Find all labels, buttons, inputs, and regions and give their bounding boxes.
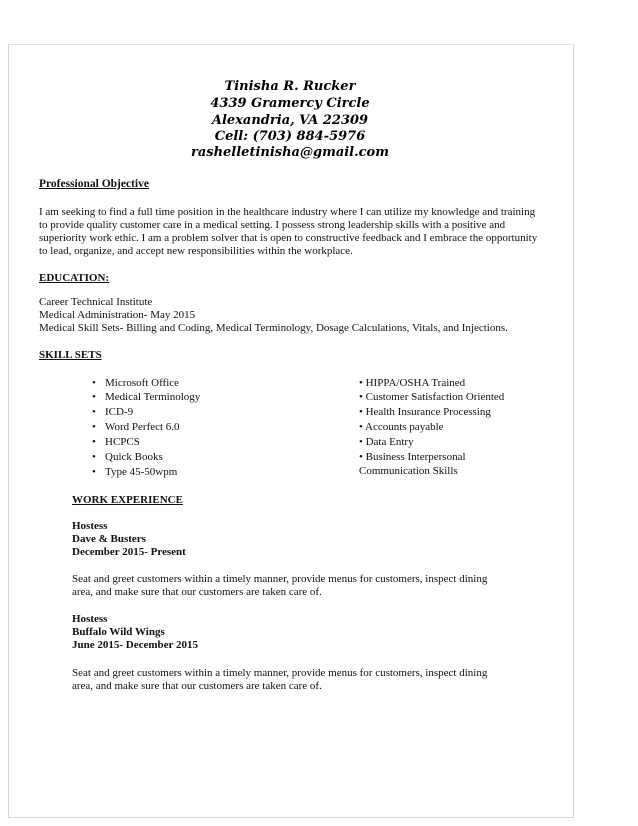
education-program: Medical Administration- May 2015 [39,309,196,321]
bullet-icon: • [92,451,96,463]
objective-line-4: to lead, organize, and accept new responsibilities within the workplace. [39,245,353,257]
skill-item: • Quick Books [92,451,163,463]
bullet-icon: • [92,436,96,448]
skill-item: • Data Entry [359,436,414,448]
education-heading: EDUCATION: [39,272,110,284]
bullet-icon: • [92,377,96,389]
bullet-icon: • [359,391,363,403]
bullet-icon: • [359,451,363,463]
address-city: Alexandria, VA 22309 [211,113,369,128]
candidate-name: Tinisha R. Rucker [224,79,356,94]
bullet-icon: • [92,421,96,433]
skill-item: • Word Perfect 6.0 [92,421,180,433]
phone-number: Cell: (703) 884-5976 [214,129,366,144]
skill-item: • Health Insurance Processing [359,406,491,418]
skill-item: • Business Interpersonal [359,451,466,463]
job-description-line: area, and make sure that our customers are taken care of. [72,586,322,598]
skill-item-continuation: Communication Skills [359,465,458,477]
skill-item: • Microsoft Office [92,377,180,389]
education-school: Career Technical Institute [39,296,153,308]
skill-item: • Customer Satisfaction Oriented [359,391,505,403]
skill-item: • HIPPA/OSHA Trained [359,377,466,389]
job-dates: June 2015- December 2015 [72,639,198,651]
job-description-line: Seat and greet customers within a timely manner, provide menus for customers, inspect dining [72,573,488,585]
objective-line-3: superiority work ethic. I am a problem solver that is open to constructive feedback and I embrace the opportunity [39,232,538,244]
objective-line-1: I am seeking to find a full time position in the healthcare industry where I can utilize my knowledge and training [39,206,536,218]
bullet-icon: • [359,377,363,389]
bullet-icon: • [359,406,363,418]
skill-item: • Medical Terminology [92,391,201,403]
skill-item: • Accounts payable [359,421,444,433]
job-title: Hostess [72,520,108,532]
job-description-line: area, and make sure that our customers are taken care of. [72,680,322,692]
objective-heading: Professional Objective [39,178,149,190]
objective-line-2: to provide quality customer care in a medical setting. I possess strong leadership skills with a positive and [39,219,506,231]
skill-item: • ICD-9 [92,406,134,418]
job-title: Hostess [72,613,108,625]
bullet-icon: • [92,466,96,478]
skill-item: • Type 45-50wpm [92,466,178,478]
education-skills: Medical Skill Sets- Billing and Coding, Medical Terminology, Dosage Calculations, Vitals, and Injections. [39,322,508,334]
bullet-icon: • [359,421,363,433]
job-dates: December 2015- Present [72,546,186,558]
bullet-icon: • [92,391,96,403]
job-description-line: Seat and greet customers within a timely manner, provide menus for customers, inspect dining [72,667,488,679]
bullet-icon: • [359,436,363,448]
job-employer: Buffalo Wild Wings [72,626,165,638]
email-address: rashelletinisha@gmail.com [190,145,389,160]
skill-item: • HCPCS [92,436,140,448]
address-street: 4339 Gramercy Circle [210,96,370,111]
job-employer: Dave & Busters [72,533,146,545]
bullet-icon: • [92,406,96,418]
work-heading: WORK EXPERIENCE [72,494,183,506]
skills-heading: SKILL SETS [39,349,102,361]
